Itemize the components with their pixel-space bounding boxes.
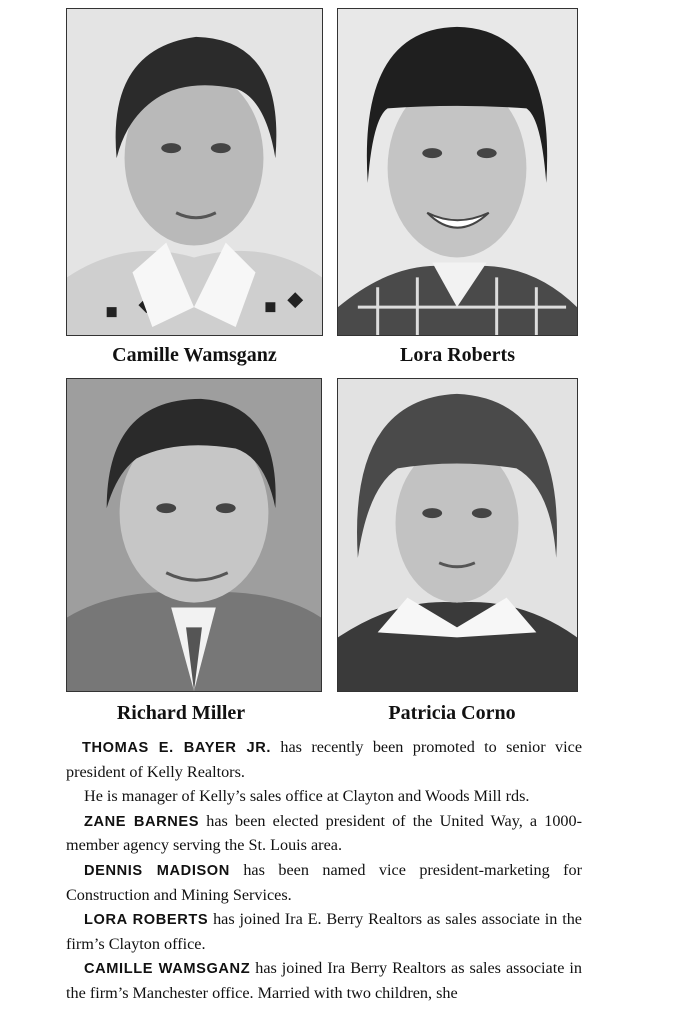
paragraph bbox=[66, 859, 582, 907]
photo-caption: Camille Wamsganz bbox=[112, 344, 277, 366]
paragraph-text: has been named vice president-marketing for Construction and Mining Services. bbox=[66, 860, 582, 904]
portrait-photo-lora-roberts bbox=[337, 8, 578, 336]
photo-caption: Richard Miller bbox=[116, 702, 246, 724]
portrait-photo-richard-miller bbox=[66, 378, 322, 692]
paragraph-text: has recently been promoted to senior vice president of Kelly Realtors. bbox=[66, 738, 582, 781]
photo-caption: Patricia Corno bbox=[388, 702, 516, 724]
paragraph-text: has been elected president of the United Way, a 1000-member agency serving the St. Louis area. bbox=[66, 811, 583, 855]
paragraph bbox=[66, 908, 582, 956]
paragraph bbox=[66, 736, 582, 784]
person-name: ZANE BARNES bbox=[84, 813, 200, 830]
paragraph-text: He is manager of Kelly’s sales office at Clayton and Woods Mill rds. bbox=[84, 787, 530, 806]
person-name: LORA ROBERTS bbox=[84, 912, 209, 929]
paragraph-text: has joined Ira E. Berry Realtors as sales associate in the firm’s Clayton office. bbox=[66, 910, 582, 953]
person-name: DENNIS MADISON bbox=[84, 862, 230, 879]
portrait-photo-patricia-corno bbox=[337, 378, 578, 692]
photo-caption: Lora Roberts bbox=[400, 344, 515, 366]
paragraph bbox=[66, 810, 582, 858]
paragraph bbox=[66, 785, 582, 809]
person-name: CAMILLE WAMSGANZ bbox=[84, 961, 251, 978]
article-body bbox=[66, 736, 582, 1006]
portrait-photo-camille-wamsganz bbox=[66, 8, 323, 336]
paragraph-text: has joined Ira Berry Realtors as sales associate in the firm’s Manchester office. Married with two children, she bbox=[66, 959, 583, 1002]
person-name: THOMAS E. BAYER JR. bbox=[82, 740, 272, 756]
paragraph bbox=[66, 957, 582, 1005]
